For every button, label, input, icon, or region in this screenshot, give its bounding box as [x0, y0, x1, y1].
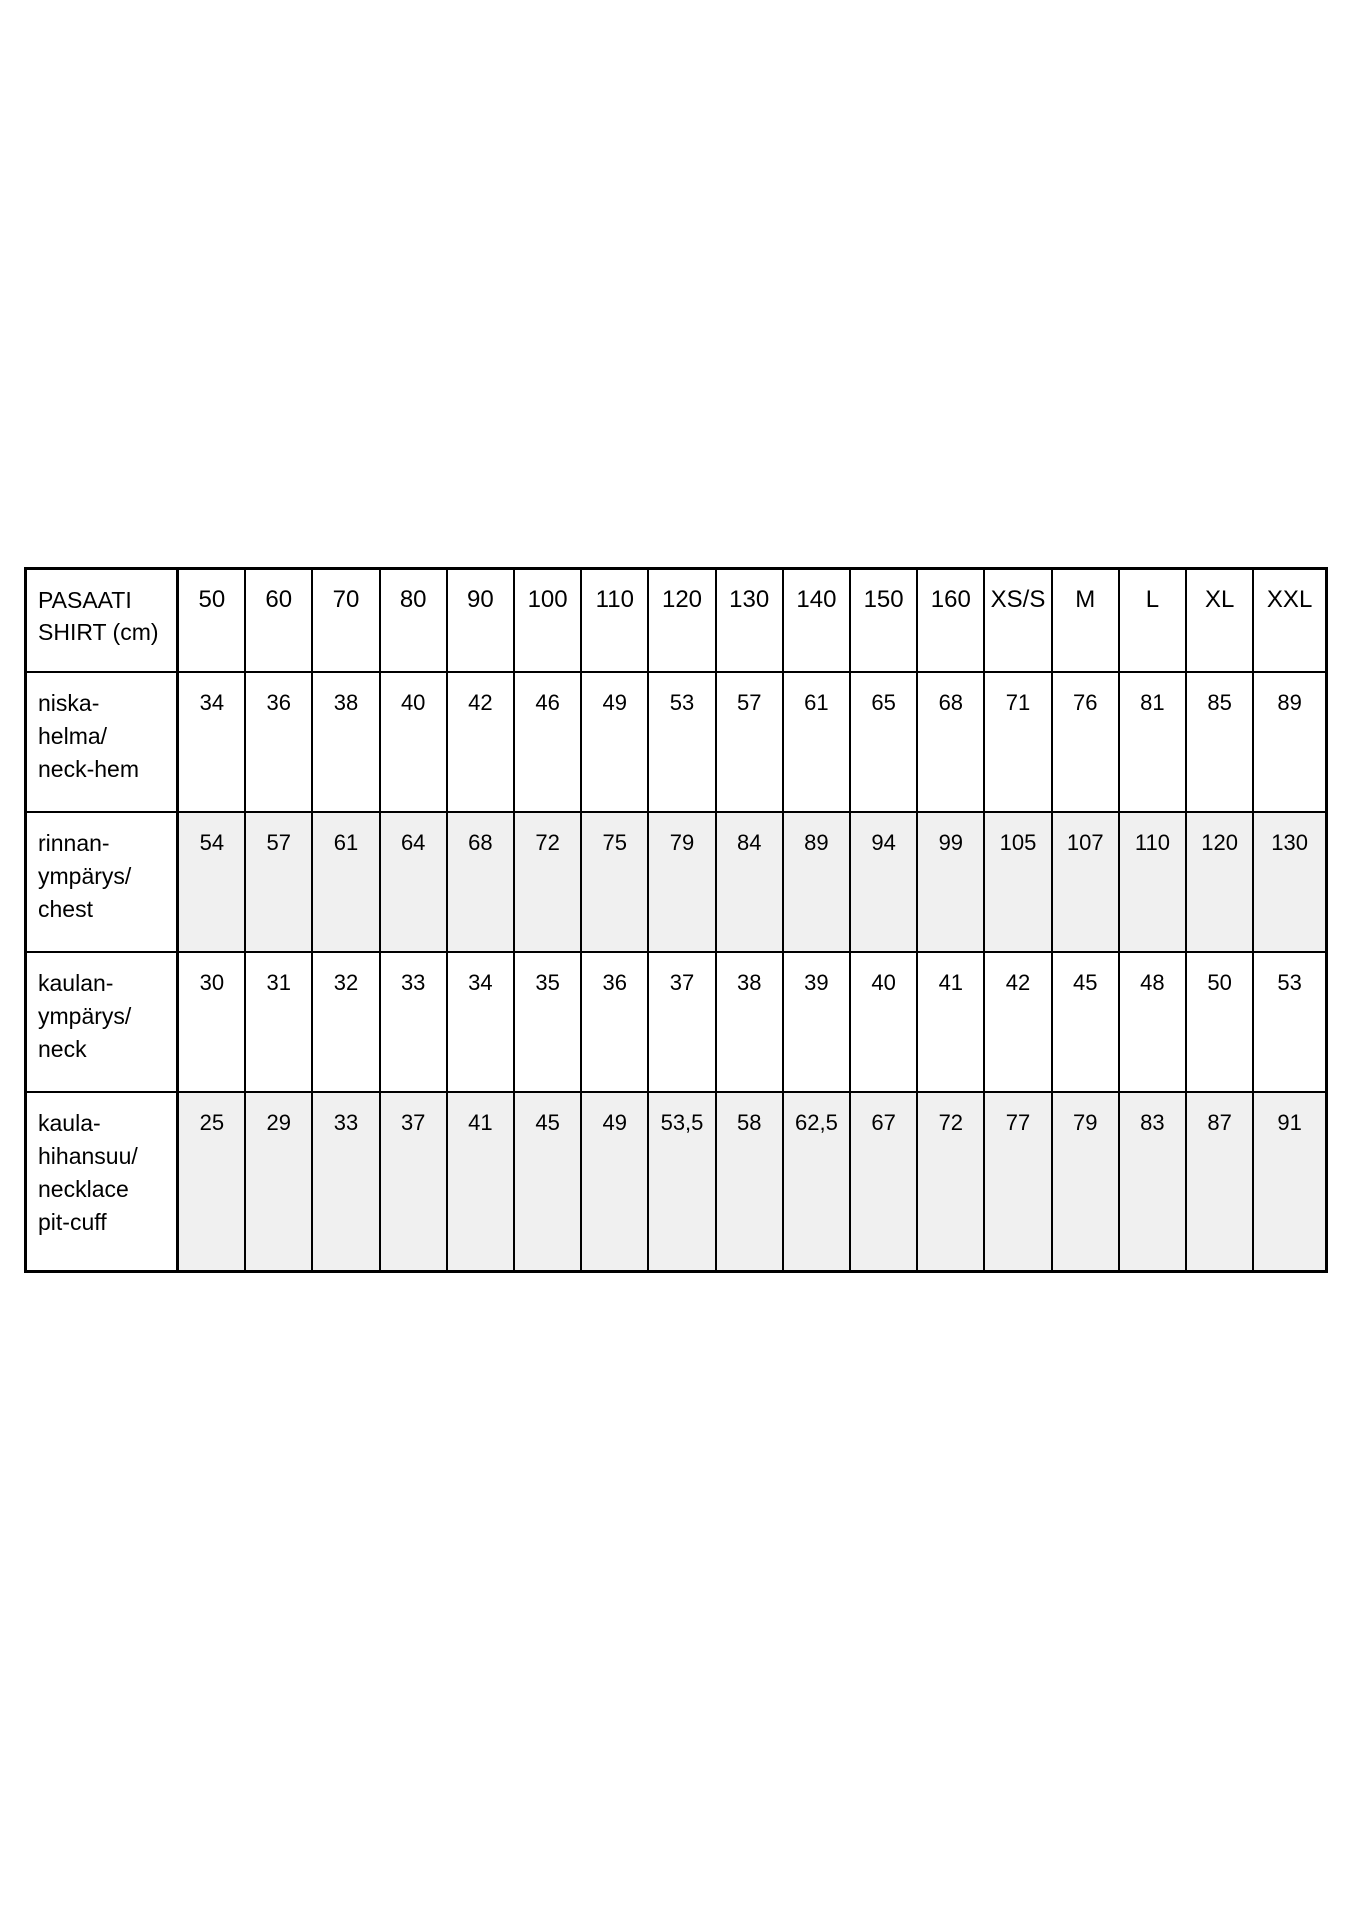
table-cell: 31	[245, 952, 312, 1092]
table-cell: 53	[1253, 952, 1326, 1092]
measurement-label-line: rinnan-	[38, 829, 110, 856]
table-cell: 91	[1253, 1092, 1326, 1272]
table-cell: 94	[850, 812, 917, 952]
size-header: XXL	[1253, 569, 1326, 672]
table-cell: 58	[716, 1092, 783, 1272]
size-header: L	[1119, 569, 1186, 672]
size-header: 100	[514, 569, 581, 672]
table-title-cell	[26, 569, 178, 672]
table-cell: 25	[178, 1092, 245, 1272]
size-header: 90	[447, 569, 514, 672]
measurement-label	[26, 1092, 178, 1272]
measurement-label-line: pit-cuff	[38, 1208, 107, 1235]
size-chart-table	[24, 567, 1328, 1273]
table-cell: 57	[716, 672, 783, 812]
table-cell: 38	[312, 672, 379, 812]
table-cell: 76	[1052, 672, 1119, 812]
table-cell: 89	[1253, 672, 1326, 812]
measurement-label	[26, 812, 178, 952]
table-row	[26, 952, 1327, 1092]
table-cell: 54	[178, 812, 245, 952]
table-title-line-2: SHIRT (cm)	[38, 619, 159, 645]
table-cell: 40	[850, 952, 917, 1092]
size-header: M	[1052, 569, 1119, 672]
measurement-label-line: kaula-	[38, 1109, 101, 1136]
measurement-label-line: helma/	[38, 722, 108, 749]
table-cell: 53	[648, 672, 715, 812]
table-cell: 67	[850, 1092, 917, 1272]
table-cell: 89	[783, 812, 850, 952]
measurement-label-line: necklace	[38, 1175, 129, 1202]
table-cell: 34	[178, 672, 245, 812]
size-header: 130	[716, 569, 783, 672]
table-cell: 99	[917, 812, 984, 952]
table-cell: 39	[783, 952, 850, 1092]
table-cell: 120	[1186, 812, 1253, 952]
size-header: 120	[648, 569, 715, 672]
table-cell: 81	[1119, 672, 1186, 812]
table-row	[26, 1092, 1327, 1272]
table-cell: 38	[716, 952, 783, 1092]
table-cell: 71	[984, 672, 1051, 812]
size-header: 150	[850, 569, 917, 672]
table-cell: 79	[648, 812, 715, 952]
table-cell: 40	[380, 672, 447, 812]
table-cell: 62,5	[783, 1092, 850, 1272]
table-cell: 84	[716, 812, 783, 952]
table-cell: 68	[447, 812, 514, 952]
table-cell: 46	[514, 672, 581, 812]
table-cell: 77	[984, 1092, 1051, 1272]
table-cell: 45	[1052, 952, 1119, 1092]
size-header: 160	[917, 569, 984, 672]
size-header: 140	[783, 569, 850, 672]
table-cell: 32	[312, 952, 379, 1092]
table-cell: 41	[917, 952, 984, 1092]
table-cell: 36	[581, 952, 648, 1092]
table-cell: 107	[1052, 812, 1119, 952]
table-cell: 50	[1186, 952, 1253, 1092]
table-cell: 105	[984, 812, 1051, 952]
table-cell: 57	[245, 812, 312, 952]
size-header: 80	[380, 569, 447, 672]
table-cell: 48	[1119, 952, 1186, 1092]
table-cell: 35	[514, 952, 581, 1092]
size-header: XL	[1186, 569, 1253, 672]
size-header: 50	[178, 569, 245, 672]
measurement-label-line: ympärys/	[38, 862, 132, 889]
table-cell: 61	[783, 672, 850, 812]
measurement-label-line: neck-hem	[38, 755, 139, 782]
table-cell: 87	[1186, 1092, 1253, 1272]
table-cell: 37	[648, 952, 715, 1092]
size-header: XS/S	[984, 569, 1051, 672]
table-cell: 34	[447, 952, 514, 1092]
measurement-label	[26, 952, 178, 1092]
table-cell: 41	[447, 1092, 514, 1272]
measurement-label	[26, 672, 178, 812]
table-cell: 72	[514, 812, 581, 952]
measurement-label-line: chest	[38, 895, 93, 922]
table-cell: 49	[581, 1092, 648, 1272]
table-cell: 42	[984, 952, 1051, 1092]
measurement-label-line: neck	[38, 1035, 87, 1062]
table-cell: 33	[380, 952, 447, 1092]
table-cell: 75	[581, 812, 648, 952]
table-cell: 85	[1186, 672, 1253, 812]
table-row	[26, 812, 1327, 952]
table-title-line-1: PASAATI	[38, 587, 132, 613]
table-body	[26, 672, 1327, 1272]
table-cell: 79	[1052, 1092, 1119, 1272]
table-cell: 42	[447, 672, 514, 812]
measurement-label-line: ympärys/	[38, 1002, 132, 1029]
table-cell: 33	[312, 1092, 379, 1272]
table-cell: 65	[850, 672, 917, 812]
table-cell: 130	[1253, 812, 1326, 952]
table-cell: 45	[514, 1092, 581, 1272]
size-header: 60	[245, 569, 312, 672]
measurement-label-line: hihansuu/	[38, 1142, 138, 1169]
table-cell: 68	[917, 672, 984, 812]
table-cell: 37	[380, 1092, 447, 1272]
measurement-label-line: niska-	[38, 689, 100, 716]
table-cell: 72	[917, 1092, 984, 1272]
table-cell: 53,5	[648, 1092, 715, 1272]
table-cell: 36	[245, 672, 312, 812]
size-header: 70	[312, 569, 379, 672]
measurement-label-line: kaulan-	[38, 969, 114, 996]
table-row	[26, 672, 1327, 812]
table-cell: 30	[178, 952, 245, 1092]
table-cell: 29	[245, 1092, 312, 1272]
header-row	[26, 569, 1327, 672]
table-cell: 61	[312, 812, 379, 952]
table-cell: 83	[1119, 1092, 1186, 1272]
table-cell: 110	[1119, 812, 1186, 952]
table-cell: 49	[581, 672, 648, 812]
size-header: 110	[581, 569, 648, 672]
table-cell: 64	[380, 812, 447, 952]
